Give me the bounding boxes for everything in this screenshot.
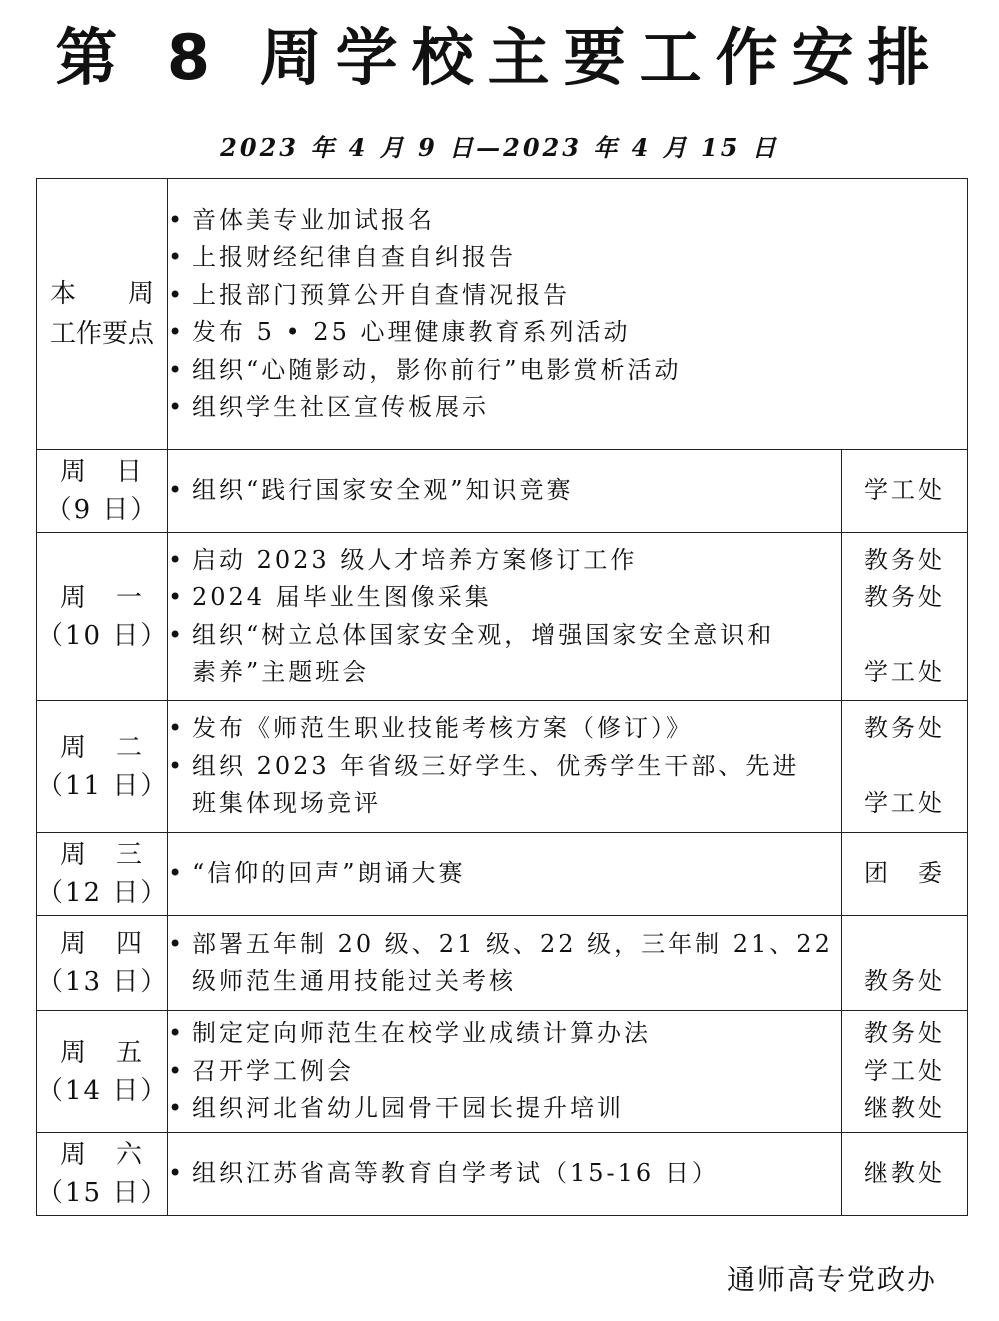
table-row [37, 701, 968, 833]
task-cell [168, 1133, 842, 1216]
day-name: 周 一 [59, 582, 144, 613]
task-cell [168, 701, 842, 833]
department-cell [841, 533, 967, 701]
department-label: 教务处 [863, 545, 945, 574]
list-item [168, 352, 967, 390]
list-item [168, 542, 841, 580]
bullet-icon: • [168, 243, 186, 271]
page-title: 第 8 周学校主要工作安排 [55, 21, 944, 94]
task-text: 班集体现场竞评 [192, 789, 381, 818]
task-text: 组织“践行国家安全观”知识竞赛 [192, 476, 574, 505]
task-text: 组织“树立总体国家安全观，增强国家安全意识和 [192, 620, 775, 649]
day-name: 周 四 [59, 929, 144, 959]
day-date: （12 日） [37, 878, 169, 908]
day-cell [37, 916, 168, 1011]
table-row [37, 1011, 968, 1133]
weekly-focus-row [37, 179, 968, 450]
bullet-icon: • [168, 1094, 186, 1123]
day-date: （15 日） [37, 1178, 169, 1208]
weekly-focus-label [37, 179, 168, 450]
task-cell [168, 916, 842, 1011]
department-label: 学工处 [863, 789, 945, 818]
department-label: 继教处 [863, 1159, 945, 1188]
table-row [37, 833, 968, 916]
task-cell [168, 533, 842, 701]
department-label [842, 617, 967, 655]
list-item [168, 239, 967, 277]
weekly-focus-items [168, 179, 968, 450]
schedule-table [36, 178, 968, 1216]
focus-item-text: 组织“心随影动，影你前行”电影赏析活动 [192, 355, 682, 384]
list-item [168, 855, 841, 893]
list-item [168, 472, 841, 510]
department-cell [841, 450, 967, 533]
bullet-icon: • [168, 1159, 186, 1188]
bullet-icon: • [168, 393, 186, 421]
list-item [168, 277, 967, 315]
bullet-icon [168, 963, 192, 1001]
day-cell [37, 1133, 168, 1216]
department-cell [841, 1011, 967, 1133]
bullet-icon [168, 654, 192, 692]
bullet-icon: • [168, 476, 186, 505]
task-text: 启动 2023 级人才培养方案修订工作 [192, 545, 638, 574]
day-cell [37, 833, 168, 916]
list-item [168, 314, 967, 352]
bullet-icon: • [168, 859, 186, 888]
department-cell [841, 916, 967, 1011]
list-item [168, 654, 841, 692]
day-name: 周 日 [59, 457, 144, 487]
day-name: 周 三 [59, 840, 144, 870]
day-cell [37, 450, 168, 533]
task-text: 2024 届毕业生图像采集 [192, 583, 492, 611]
day-date: （11 日） [37, 770, 169, 801]
bullet-icon: • [168, 620, 186, 649]
date-range: 2023 年 4 月 9 日—2023 年 4 月 15 日 [220, 133, 779, 162]
focus-item-text: 上报财经纪律自查自纠报告 [192, 243, 516, 271]
department-label [842, 926, 967, 964]
task-text: 组织 2023 年省级三好学生、优秀学生干部、先进 [192, 751, 800, 780]
department-label: 学工处 [863, 658, 945, 686]
task-text: 素养”主题班会 [192, 658, 370, 686]
weekly-focus-label-line1: 本 周 [49, 279, 154, 309]
task-text: 召开学工例会 [192, 1056, 354, 1085]
bullet-icon: • [168, 1019, 186, 1048]
task-cell [168, 450, 842, 533]
task-cell [168, 833, 842, 916]
day-cell [37, 533, 168, 701]
department-cell [841, 833, 967, 916]
department-label [842, 748, 967, 786]
department-label: 教务处 [863, 714, 945, 743]
department-label: 教务处 [863, 583, 945, 611]
day-name: 周 五 [59, 1037, 144, 1068]
day-name: 周 六 [59, 1140, 144, 1170]
department-cell [841, 701, 967, 833]
list-item [168, 1053, 841, 1091]
list-item [168, 926, 841, 964]
table-row [37, 916, 968, 1011]
department-label: 团 委 [863, 859, 945, 888]
bullet-icon: • [168, 318, 186, 346]
bullet-icon: • [168, 929, 186, 958]
list-item [168, 748, 841, 786]
bullet-icon: • [168, 280, 186, 309]
list-item [168, 785, 841, 823]
list-item [168, 710, 841, 748]
bullet-icon: • [168, 355, 186, 384]
task-cell [168, 1011, 842, 1133]
task-text: 级师范生通用技能过关考核 [192, 967, 516, 995]
list-item [168, 1090, 841, 1128]
day-date: （10 日） [37, 620, 169, 651]
task-text: 制定定向师范生在校学业成绩计算办法 [192, 1019, 651, 1048]
list-item [168, 1015, 841, 1053]
task-text: “信仰的回声”朗诵大赛 [192, 859, 466, 888]
focus-item-text: 上报部门预算公开自查情况报告 [192, 280, 570, 309]
bullet-icon: • [168, 583, 186, 611]
bullet-icon: • [168, 751, 186, 780]
weekly-focus-label-line2: 工作要点 [49, 319, 154, 349]
focus-item-text: 组织学生社区宣传板展示 [192, 393, 489, 421]
bullet-icon: • [168, 1056, 186, 1085]
focus-item-text: 发布 5 • 25 心理健康教育系列活动 [192, 318, 631, 346]
day-date: （14 日） [37, 1075, 169, 1106]
table-row [37, 450, 968, 533]
day-date: （13 日） [37, 967, 169, 997]
department-label: 继教处 [863, 1094, 945, 1123]
bullet-icon: • [168, 714, 186, 743]
task-text: 组织河北省幼儿园骨干园长提升培训 [192, 1094, 624, 1123]
day-cell [37, 701, 168, 833]
table-row [37, 533, 968, 701]
day-name: 周 二 [59, 732, 144, 763]
day-cell [37, 1011, 168, 1133]
task-text: 发布《师范生职业技能考核方案（修订）》 [192, 714, 693, 743]
list-item [168, 1155, 841, 1193]
bullet-icon [168, 785, 192, 823]
list-item [168, 617, 841, 655]
list-item [168, 202, 967, 240]
table-row [37, 1133, 968, 1216]
bullet-icon: • [168, 545, 186, 574]
department-label: 教务处 [863, 967, 945, 995]
task-text: 组织江苏省高等教育自学考试（15-16 日） [192, 1159, 719, 1188]
list-item [168, 389, 967, 427]
bullet-icon: • [168, 205, 186, 234]
list-item [168, 963, 841, 1001]
list-item [168, 579, 841, 617]
issuer-signature: 通师高专党政办 [726, 1263, 937, 1296]
department-label: 学工处 [863, 476, 945, 505]
department-label: 学工处 [863, 1056, 945, 1085]
day-date: （9 日） [45, 495, 159, 525]
focus-item-text: 音体美专业加试报名 [192, 205, 435, 234]
department-label: 教务处 [863, 1019, 945, 1048]
task-text: 部署五年制 20 级、21 级、22 级，三年制 21、22 [192, 929, 833, 958]
department-cell [841, 1133, 967, 1216]
